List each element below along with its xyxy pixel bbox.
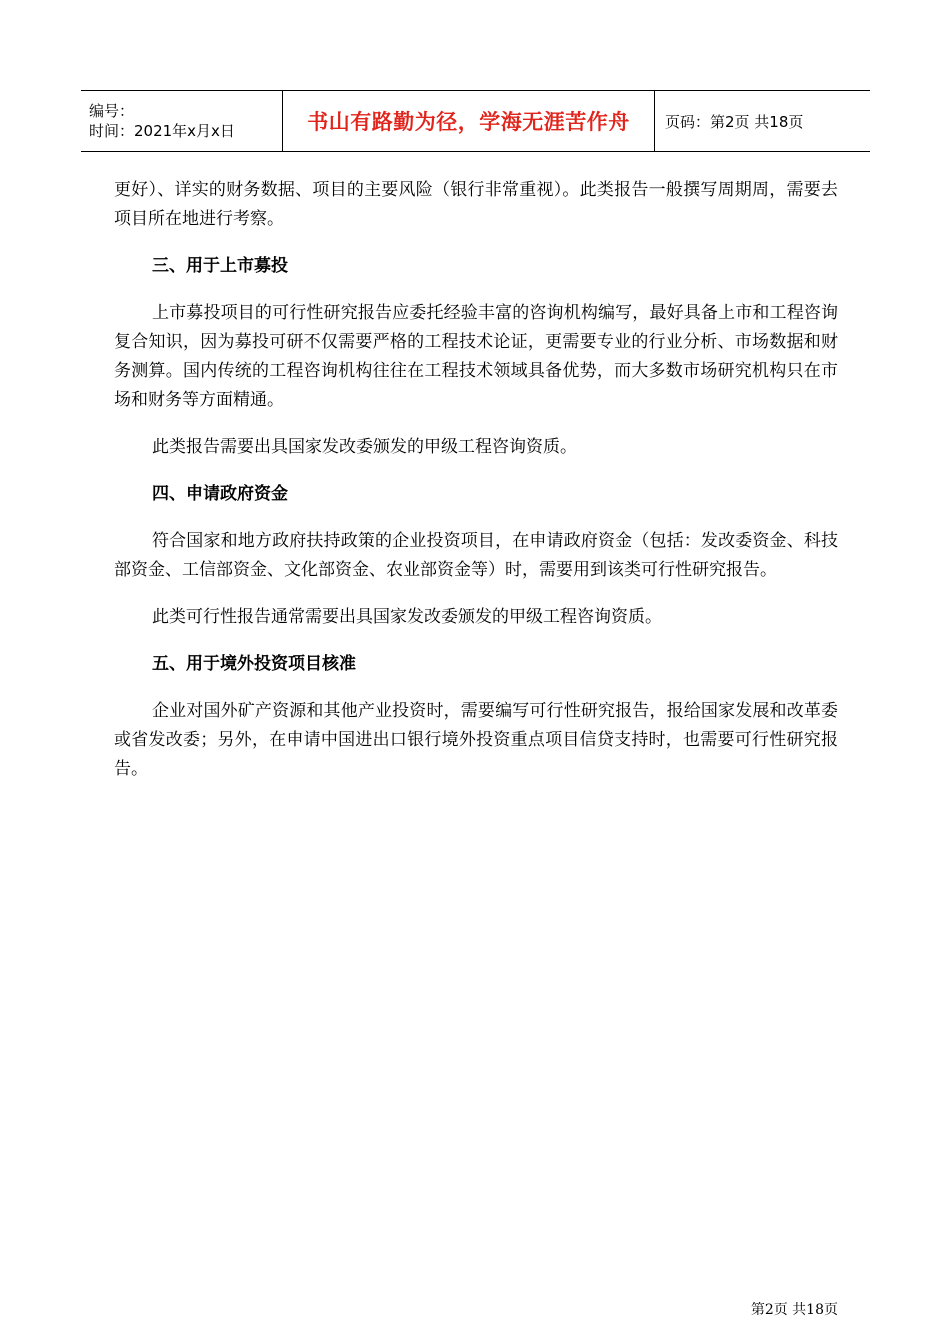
- paragraph-ipo-description: 上市募投项目的可行性研究报告应委托经验丰富的咨询机构编写，最好具备上市和工程咨询复合知识，因为募投可研不仅需要严格的工程技术论证，更需要专业的行业分析、市场数据和财务测算。国内传统的工程咨询机构往往在工程技术领域具备优势，而大多数市场研究机构只在市场和财务等方面精通。: [114, 303, 838, 410]
- motto-text: 书山有路勤为径，学海无涯苦作舟: [307, 110, 630, 134]
- document-body: [114, 176, 838, 802]
- section-heading-overseas-investment: 五、用于境外投资项目核准: [152, 654, 356, 674]
- header-page-number: 页码：第2页 共18页: [665, 112, 804, 131]
- header-meta: [81, 91, 282, 151]
- header-motto: [282, 91, 655, 151]
- section-heading-ipo: 三、用于上市募投: [152, 256, 288, 276]
- page-footer: 第2页 共18页: [750, 1302, 838, 1318]
- paragraph-overseas-investment: 企业对国外矿产资源和其他产业投资时，需要编写可行性研究报告，报给国家发展和改革委或省发改委；另外，在申请中国进出口银行境外投资重点项目信贷支持时，也需要可行性研究报告。: [114, 701, 838, 779]
- paragraph-continued: 更好）、详实的财务数据、项目的主要风险（银行非常重视）。此类报告一般撰写周期周，需要去项目所在地进行考察。: [114, 180, 838, 229]
- paragraph-government-funds: 符合国家和地方政府扶持政策的企业投资项目，在申请政府资金（包括：发改委资金、科技部资金、工信部资金、文化部资金、农业部资金等）时，需要用到该类可行性研究报告。: [114, 531, 838, 580]
- header-page-info: [655, 91, 870, 151]
- document-number-label: 编号：: [89, 102, 135, 120]
- document-header: [81, 90, 870, 152]
- paragraph-ipo-qualification: 此类报告需要出具国家发改委颁发的甲级工程咨询资质。: [152, 437, 577, 457]
- paragraph-government-qualification: 此类可行性报告通常需要出具国家发改委颁发的甲级工程咨询资质。: [152, 607, 662, 627]
- document-date: 时间：2021年x月x日: [89, 122, 235, 140]
- section-heading-government-funds: 四、申请政府资金: [152, 484, 288, 504]
